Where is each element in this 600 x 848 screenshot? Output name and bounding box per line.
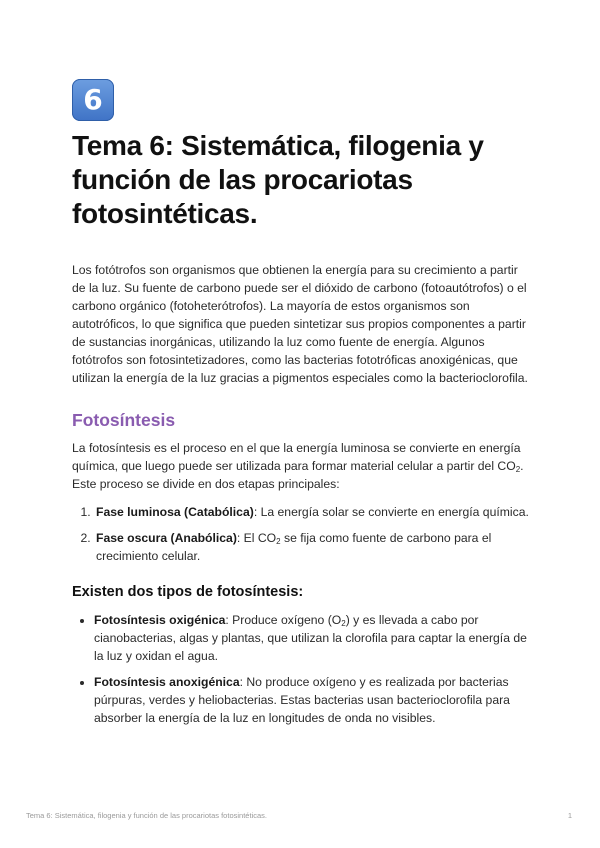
types-heading: Existen dos tipos de fotosíntesis: xyxy=(72,584,304,600)
section-lead-paragraph: La fotosíntesis es el proceso en el que la energía luminosa se convierte en energía química, que luego puede ser utilizada para formar material celular a partir del $CO_2$. Este proceso se divide en dos etapas principales: xyxy=(72,441,524,491)
number-six-emoji-icon: 6 xyxy=(72,79,114,121)
list-item: 1. Fase luminosa (Catabólica): La energía solar se convierte en energía química. xyxy=(94,503,530,521)
section-heading-fotosintesis: Fotosíntesis xyxy=(72,410,176,430)
stages-list xyxy=(72,503,530,565)
page-number: 1 xyxy=(567,811,572,820)
intro-paragraph: Los fotótrofos son organismos que obtienen la energía para su crecimiento a partir de la luz. Su fuente de carbono puede ser el dióxido de carbono (fotoautótrofos) o el carbono orgánico (fotoheterótrofos). La mayoría de estos organismos son autotróficos, lo que significa que pueden sintetizar sus propios componentes a partir de sustancias inorgánicas, utilizando la luz como fuente de energía. Algunos fotótrofos son fotosintetizadores, como las bacterias fototróficas anoxigénicas, que utilizan la energía de la luz gracias a pigmentos especiales como la bacterioclorofila. xyxy=(72,263,528,385)
types-list xyxy=(72,611,530,727)
list-item: 2. Fase oscura (Anabólica): El $CO_2$ se fija como fuente de carbono para el crecimiento celular. xyxy=(94,529,530,565)
list-item: • Fotosíntesis anoxigénica: No produce oxígeno y es realizada por bacterias púrpuras, verdes y heliobacterias. Estas bacterias usan bacterioclorofila para absorber la energía de la luz en longitudes de onda no visibles. xyxy=(94,673,530,727)
page-footer xyxy=(26,811,572,820)
list-item: • Fotosíntesis oxigénica: Produce oxígeno $(O_2)$ y es llevada a cabo por cianobacterias, algas y plantas, que utilizan la clorofila para captar la energía de la luz y oxidan el agua. xyxy=(94,611,530,665)
page-title: Tema 6: Sistemática, filogenia y función de las procariotas fotosintéticas. xyxy=(72,130,484,229)
footer-title: Tema 6: Sistemática, filogenia y función de las procariotas fotosintéticas. xyxy=(26,811,267,820)
document-page xyxy=(72,79,530,735)
